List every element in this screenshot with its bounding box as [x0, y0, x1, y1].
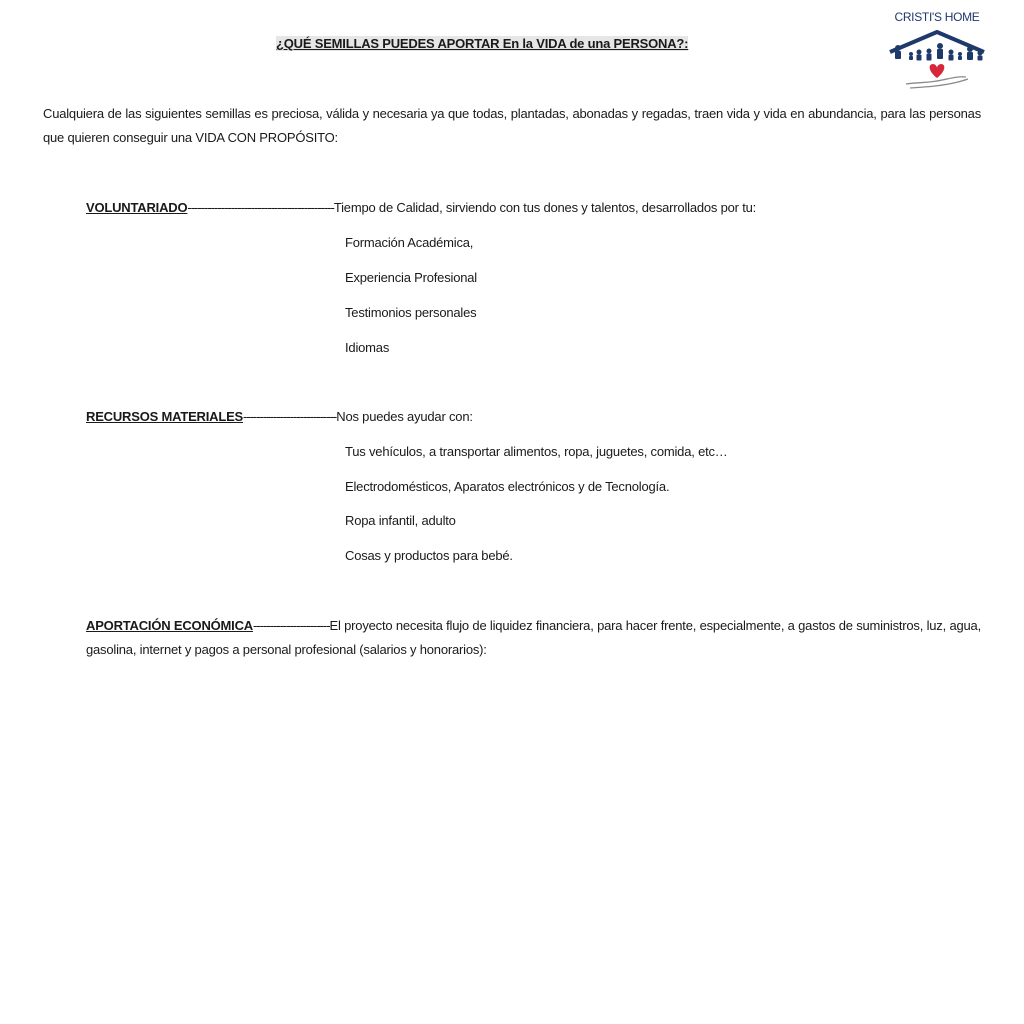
list-item: Ropa infantil, adulto — [345, 513, 456, 528]
list-item: Formación Académica, — [345, 235, 474, 250]
section-heading: VOLUNTARIADO — [86, 200, 188, 215]
section-dashes: ----------------------- — [252, 618, 330, 633]
section-dashes: -------------------------------------------- — [187, 200, 334, 215]
section-lead: El proyecto necesita flujo de liquidez financiera, para hacer frente, especialmente, a gastos de suministros, luz, agua, gasolina, internet y pagos a personal profesional (salarios y honorarios): — [86, 618, 981, 657]
section-heading: APORTACIÓN ECONÓMICA — [86, 618, 253, 633]
section-voluntariado — [86, 200, 756, 215]
list-item: Electrodomésticos, Aparatos electrónicos y de Tecnología. — [345, 479, 670, 494]
section-dashes: ---------------------------- — [243, 409, 337, 424]
list-item: Testimonios personales — [345, 305, 477, 320]
section-lead: Tiempo de Calidad, sirviendo con tus dones y talentos, desarrollados por tu: — [333, 200, 757, 215]
intro-paragraph: Cualquiera de las siguientes semillas es preciosa, válida y necesaria ya que todas, plantadas, abonadas y regadas, traen vida y vida en abundancia, para las personas que quieren conseguir una VIDA CON PROPÓSITO: — [43, 106, 981, 145]
logo-wordmark: CRISTI'S HOME — [894, 10, 980, 24]
cristis-home-logo — [882, 8, 992, 94]
section-heading: RECURSOS MATERIALES — [86, 409, 244, 424]
list-item: Cosas y productos para bebé. — [345, 548, 513, 563]
list-item: Tus vehículos, a transportar alimentos, ropa, juguetes, comida, etc… — [345, 444, 728, 459]
list-item: Idiomas — [345, 340, 390, 355]
section-recursos-materiales — [86, 409, 473, 424]
document-title: ¿QUÉ SEMILLAS PUEDES APORTAR En la VIDA de una PERSONA?: — [276, 36, 689, 51]
section-aportacion-economica — [86, 614, 981, 662]
section-lead: Nos puedes ayudar con: — [336, 409, 473, 424]
list-item: Experiencia Profesional — [345, 270, 477, 285]
house-family-icon — [884, 26, 990, 92]
